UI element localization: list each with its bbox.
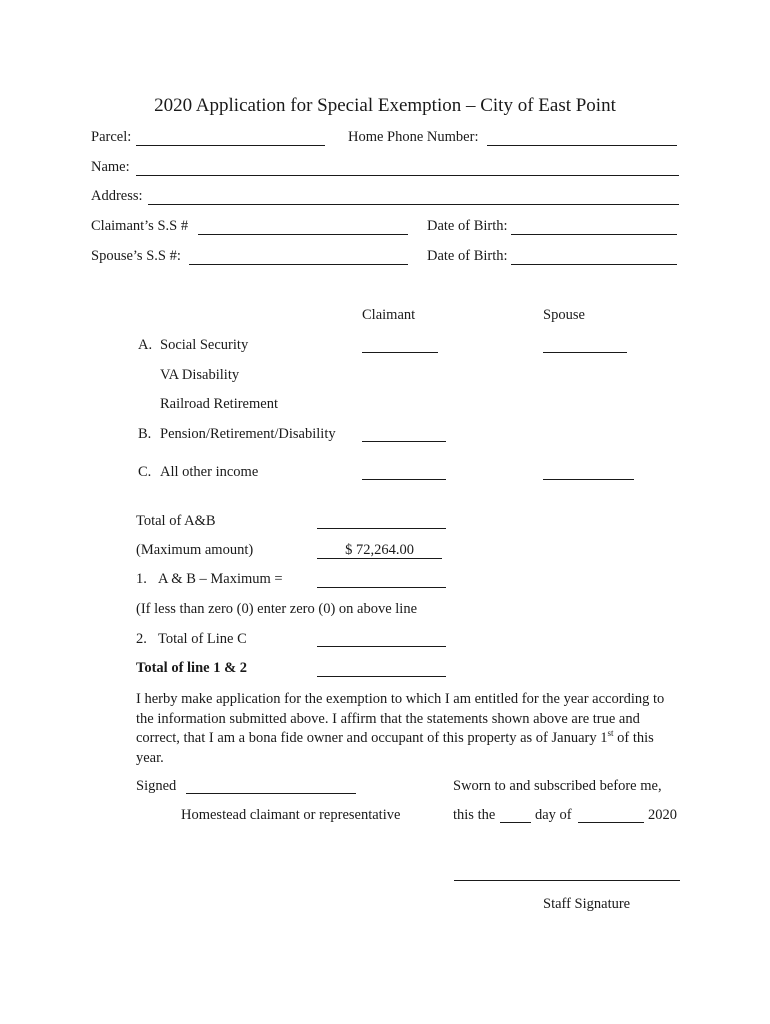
sworn-text: Sworn to and subscribed before me, — [453, 778, 662, 794]
maximum-amount-label: (Maximum amount) — [136, 542, 254, 558]
spouse-ss-label: Spouse’s S.S #: — [91, 248, 181, 264]
month-field[interactable] — [578, 822, 644, 823]
social-security-label: Social Security — [160, 337, 249, 353]
railroad-retirement-label: Railroad Retirement — [160, 396, 278, 412]
item-b-letter: B. — [138, 426, 152, 442]
line-2-field[interactable] — [317, 646, 446, 647]
claimant-column-header: Claimant — [362, 307, 416, 323]
line-1-label: A & B – Maximum = — [158, 571, 283, 587]
spouse-dob-field[interactable] — [511, 264, 677, 265]
item-a-letter: A. — [138, 337, 153, 353]
social-security-claimant-field[interactable] — [362, 352, 438, 353]
day-field[interactable] — [500, 822, 531, 823]
other-income-spouse-field[interactable] — [543, 479, 634, 480]
claimant-ss-field[interactable] — [198, 234, 408, 235]
total-ab-label: Total of A&B — [136, 513, 216, 529]
zero-note: (If less than zero (0) enter zero (0) on above line — [136, 601, 418, 617]
line-1-number: 1. — [136, 571, 147, 587]
day-of-label: day of — [535, 807, 572, 823]
other-income-claimant-field[interactable] — [362, 479, 446, 480]
declaration-text-start: I herby make application for the exemption to which I am entitled for the year according to the information submitted above. I affirm that the statements shown above are true and correct, that I am a bona fide owner and occupant of this property as of January 1 — [136, 691, 665, 746]
address-label: Address: — [91, 188, 143, 204]
parcel-label: Parcel: — [91, 129, 132, 145]
maximum-amount-value: $ 72,264.00 — [345, 542, 414, 558]
declaration-paragraph — [136, 690, 681, 768]
home-phone-label: Home Phone Number: — [348, 129, 479, 145]
total-line-1-2-label: Total of line 1 & 2 — [136, 660, 248, 676]
spouse-ss-field[interactable] — [189, 264, 408, 265]
social-security-spouse-field[interactable] — [543, 352, 627, 353]
declaration-superscript: st — [607, 728, 614, 739]
line-1-field[interactable] — [317, 587, 446, 588]
spouse-dob-label: Date of Birth: — [427, 248, 508, 264]
pension-label: Pension/Retirement/Disability — [160, 426, 336, 442]
line-2-label: Total of Line C — [158, 631, 247, 647]
total-ab-field[interactable] — [317, 528, 446, 529]
name-label: Name: — [91, 159, 130, 175]
name-field[interactable] — [136, 175, 679, 176]
signed-field[interactable] — [186, 793, 356, 794]
address-field[interactable] — [148, 204, 679, 205]
declaration-text-end: of this year. — [136, 730, 654, 766]
form-title: 2020 Application for Special Exemption – City of East Point — [154, 95, 616, 116]
staff-signature-caption: Staff Signature — [543, 896, 631, 912]
signed-label: Signed — [136, 778, 177, 794]
claimant-ss-label: Claimant’s S.S # — [91, 218, 189, 234]
item-c-letter: C. — [138, 464, 152, 480]
sworn-year: 2020 — [648, 807, 677, 823]
this-the-label: this the — [453, 807, 496, 823]
claimant-dob-label: Date of Birth: — [427, 218, 508, 234]
home-phone-field[interactable] — [487, 145, 677, 146]
total-line-1-2-field[interactable] — [317, 676, 446, 677]
claimant-representative-caption: Homestead claimant or representative — [181, 807, 401, 823]
pension-claimant-field[interactable] — [362, 441, 446, 442]
parcel-field[interactable] — [136, 145, 325, 146]
spouse-column-header: Spouse — [543, 307, 585, 323]
line-2-number: 2. — [136, 631, 147, 647]
staff-signature-field[interactable] — [454, 880, 680, 881]
other-income-label: All other income — [160, 464, 259, 480]
va-disability-label: VA Disability — [160, 367, 240, 383]
claimant-dob-field[interactable] — [511, 234, 677, 235]
